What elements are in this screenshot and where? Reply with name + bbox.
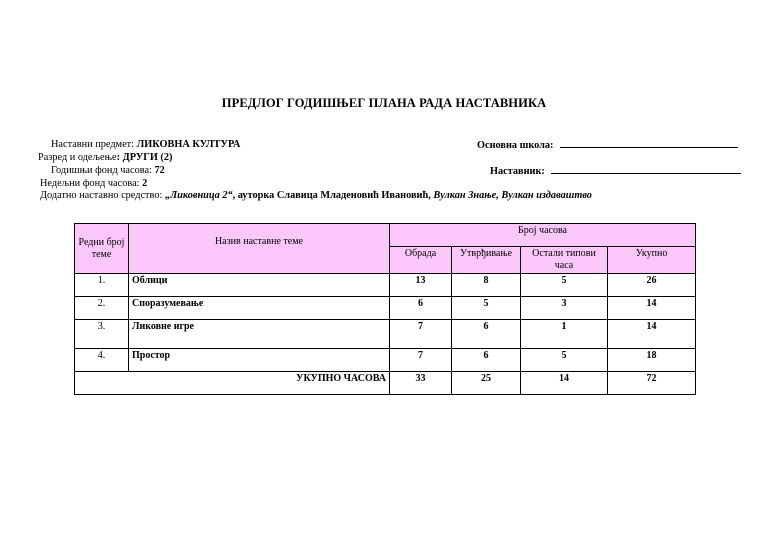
row-num: 3. bbox=[75, 320, 129, 349]
document-title: ПРЕДЛОГ ГОДИШЊЕГ ПЛАНА РАДА НАСТАВНИКА bbox=[221, 96, 547, 110]
subject-line bbox=[51, 138, 240, 151]
teacher-field[interactable] bbox=[490, 164, 741, 177]
col-header-ostali: Остали типови часа bbox=[521, 247, 608, 274]
total-obrada: 33 bbox=[390, 372, 452, 395]
row-utvr: 5 bbox=[452, 297, 521, 320]
col-header-name: Назив наставне теме bbox=[129, 224, 390, 274]
school-blank-line[interactable] bbox=[560, 138, 738, 148]
subject-value: ЛИКОВНА КУЛТУРА bbox=[136, 139, 241, 150]
total-ukupno: 72 bbox=[608, 372, 696, 395]
annual-line bbox=[51, 164, 165, 177]
col-header-hours: Број часова bbox=[390, 224, 696, 247]
subject-label: Наставни предмет: bbox=[51, 139, 137, 150]
total-ostali: 14 bbox=[521, 372, 608, 395]
row-topic: Простор bbox=[129, 349, 390, 372]
teacher-label: Наставник: bbox=[490, 166, 548, 177]
material-book: „Ликовница 2“ bbox=[164, 190, 233, 201]
table-total-row bbox=[75, 372, 696, 395]
col-header-obrada: Обрада bbox=[390, 247, 452, 274]
row-num: 4. bbox=[75, 349, 129, 372]
grade-value: ДРУГИ (2) bbox=[122, 152, 173, 163]
row-topic: Споразумевање bbox=[129, 297, 390, 320]
table-row bbox=[75, 297, 696, 320]
table-row bbox=[75, 320, 696, 349]
row-num: 1. bbox=[75, 274, 129, 297]
col-header-utvr: Утврђивање bbox=[452, 247, 521, 274]
material-authors: , ауторка Славица Младеновић Ивановић, bbox=[232, 190, 434, 201]
grade-colon: : bbox=[116, 152, 123, 163]
plan-table bbox=[74, 223, 696, 395]
row-ostali: 3 bbox=[521, 297, 608, 320]
weekly-value: 2 bbox=[142, 178, 148, 189]
annual-label: Годишњи фонд часова: bbox=[51, 165, 155, 176]
row-topic: Ликовне игре bbox=[129, 320, 390, 349]
school-field[interactable] bbox=[477, 138, 738, 151]
row-obrada: 7 bbox=[390, 349, 452, 372]
table-header-row-1 bbox=[75, 224, 696, 247]
row-ukupno: 18 bbox=[608, 349, 696, 372]
row-ukupno: 14 bbox=[608, 320, 696, 349]
row-utvr: 8 bbox=[452, 274, 521, 297]
weekly-label: Недељни фонд часова: bbox=[40, 178, 143, 189]
grade-label: Разред и одељење bbox=[38, 152, 117, 163]
row-obrada: 6 bbox=[390, 297, 452, 320]
col-header-num: Редни број теме bbox=[75, 224, 129, 274]
material-label: Додатно наставно средство: bbox=[40, 190, 165, 201]
total-utvr: 25 bbox=[452, 372, 521, 395]
row-ukupno: 14 bbox=[608, 297, 696, 320]
total-label: УКУПНО ЧАСОВА bbox=[75, 372, 390, 395]
grade-line bbox=[38, 151, 172, 164]
row-obrada: 13 bbox=[390, 274, 452, 297]
row-ukupno: 26 bbox=[608, 274, 696, 297]
table-row bbox=[75, 274, 696, 297]
col-header-ukupno: Укупно bbox=[608, 247, 696, 274]
material-line bbox=[40, 189, 592, 202]
material-publisher: Вулкан Знање, Вулкан издаваштво bbox=[433, 190, 592, 201]
row-ostali: 5 bbox=[521, 274, 608, 297]
teacher-blank-line[interactable] bbox=[551, 164, 741, 174]
row-obrada: 7 bbox=[390, 320, 452, 349]
table-row bbox=[75, 349, 696, 372]
school-label: Основна школа: bbox=[477, 140, 557, 151]
row-topic: Облици bbox=[129, 274, 390, 297]
row-ostali: 1 bbox=[521, 320, 608, 349]
annual-value: 72 bbox=[154, 165, 165, 176]
row-ostali: 5 bbox=[521, 349, 608, 372]
row-utvr: 6 bbox=[452, 320, 521, 349]
row-utvr: 6 bbox=[452, 349, 521, 372]
row-num: 2. bbox=[75, 297, 129, 320]
